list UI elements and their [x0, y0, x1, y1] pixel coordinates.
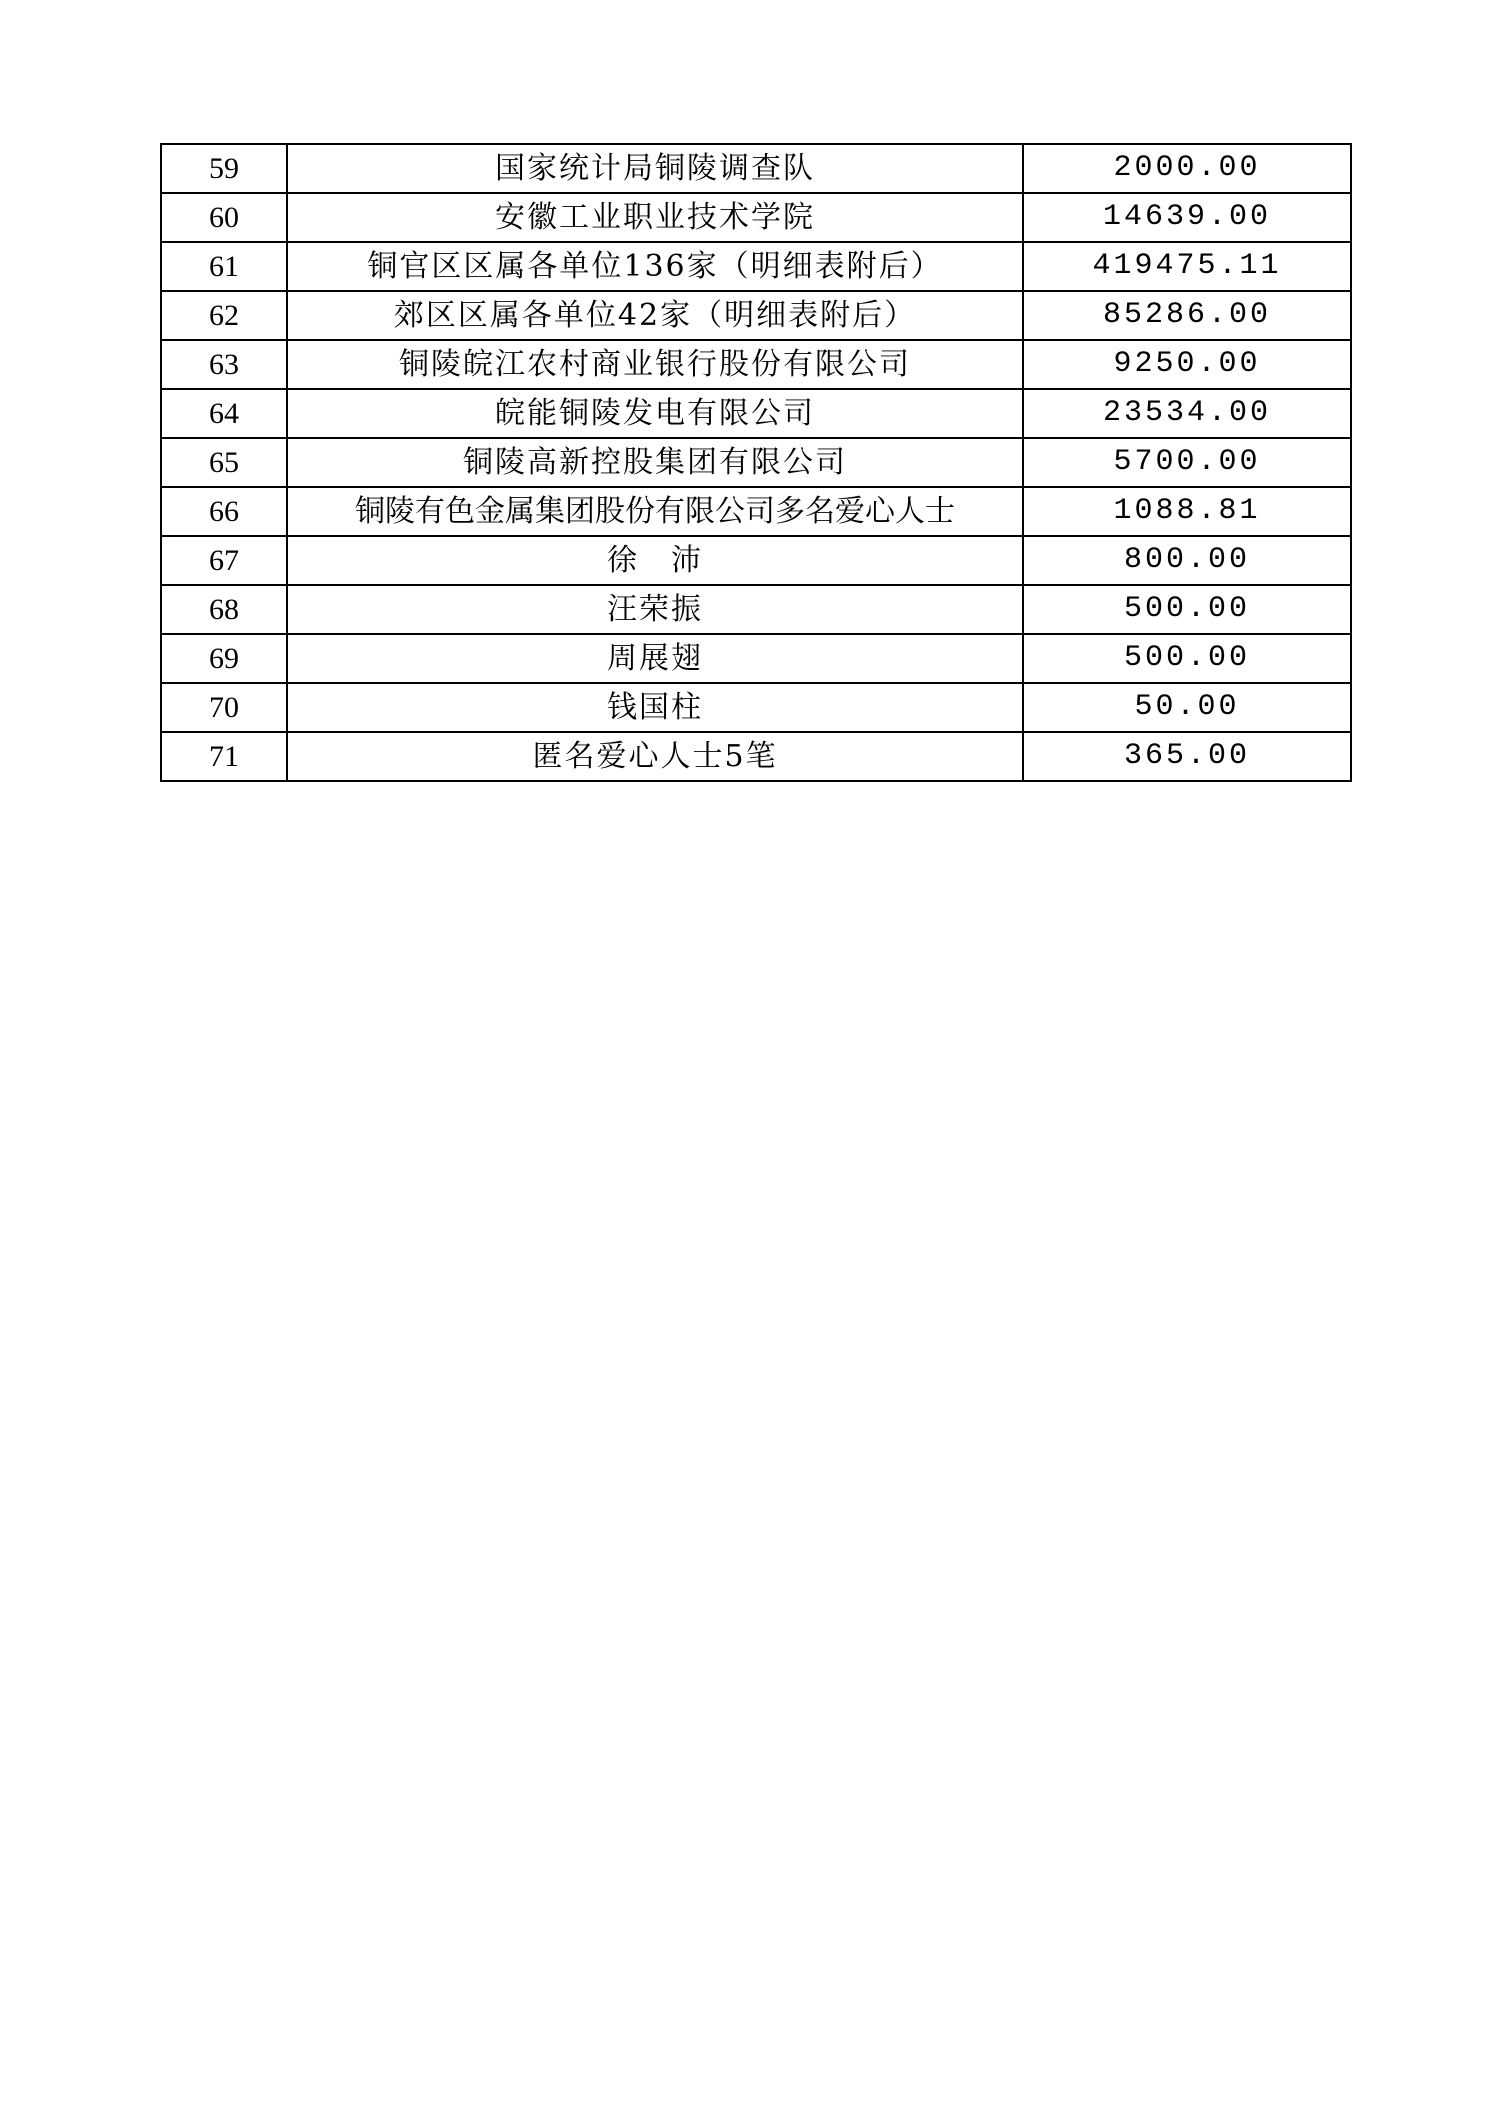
- donation-amount: 5700.00: [1023, 438, 1351, 487]
- table-row: [161, 242, 1351, 291]
- donation-amount: 50.00: [1023, 683, 1351, 732]
- donor-name: 安徽工业职业技术学院: [287, 193, 1023, 242]
- table-row: [161, 487, 1351, 536]
- table-row: [161, 438, 1351, 487]
- table-row: [161, 144, 1351, 193]
- table-row: [161, 340, 1351, 389]
- donor-name: 铜陵皖江农村商业银行股份有限公司: [287, 340, 1023, 389]
- donation-amount: 14639.00: [1023, 193, 1351, 242]
- donor-name: 铜官区区属各单位136家（明细表附后）: [287, 242, 1023, 291]
- donation-amount: 23534.00: [1023, 389, 1351, 438]
- row-number: 59: [161, 144, 287, 193]
- donation-amount: 9250.00: [1023, 340, 1351, 389]
- row-number: 68: [161, 585, 287, 634]
- table-row: [161, 634, 1351, 683]
- row-number: 63: [161, 340, 287, 389]
- table-row: [161, 536, 1351, 585]
- donor-name: 国家统计局铜陵调查队: [287, 144, 1023, 193]
- donation-amount: 500.00: [1023, 634, 1351, 683]
- row-number: 71: [161, 732, 287, 781]
- donor-name: 匿名爱心人士5笔: [287, 732, 1023, 781]
- donor-name: 汪荣振: [287, 585, 1023, 634]
- table-row: [161, 683, 1351, 732]
- table-row: [161, 389, 1351, 438]
- row-number: 69: [161, 634, 287, 683]
- row-number: 66: [161, 487, 287, 536]
- donation-amount: 2000.00: [1023, 144, 1351, 193]
- donation-amount: 800.00: [1023, 536, 1351, 585]
- donation-amount: 85286.00: [1023, 291, 1351, 340]
- donor-name: 徐 沛: [287, 536, 1023, 585]
- donor-name: 郊区区属各单位42家（明细表附后）: [287, 291, 1023, 340]
- donation-amount: 500.00: [1023, 585, 1351, 634]
- donor-name: 周展翅: [287, 634, 1023, 683]
- row-number: 65: [161, 438, 287, 487]
- table-row: [161, 732, 1351, 781]
- donation-amount: 419475.11: [1023, 242, 1351, 291]
- table-row: [161, 291, 1351, 340]
- donation-table: [160, 143, 1352, 782]
- donation-amount: 1088.81: [1023, 487, 1351, 536]
- donor-name: 铜陵高新控股集团有限公司: [287, 438, 1023, 487]
- row-number: 70: [161, 683, 287, 732]
- row-number: 67: [161, 536, 287, 585]
- row-number: 62: [161, 291, 287, 340]
- donor-name: 铜陵有色金属集团股份有限公司多名爱心人士: [287, 487, 1023, 536]
- donor-name: 钱国柱: [287, 683, 1023, 732]
- table-row: [161, 585, 1351, 634]
- row-number: 64: [161, 389, 287, 438]
- donation-amount: 365.00: [1023, 732, 1351, 781]
- donor-name: 皖能铜陵发电有限公司: [287, 389, 1023, 438]
- row-number: 60: [161, 193, 287, 242]
- table-row: [161, 193, 1351, 242]
- row-number: 61: [161, 242, 287, 291]
